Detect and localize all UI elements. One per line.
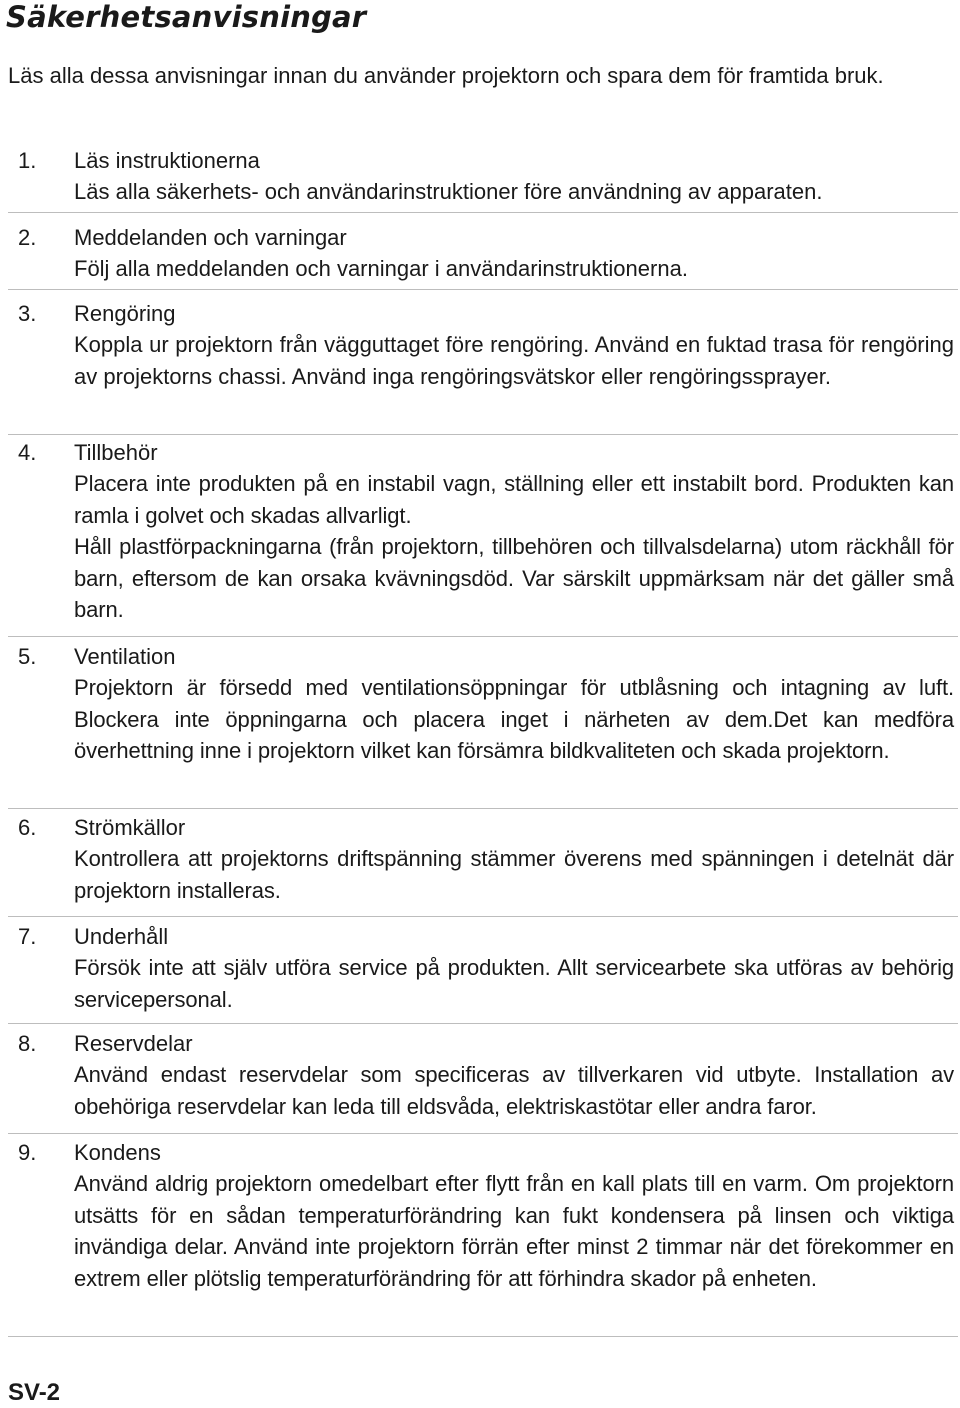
instruction-item-7 [8, 921, 954, 1015]
item-text: Projektorn är försedd med ventilationsöppningar för utblåsning och intagning av luft. Blockera inte öppningarna och placera inget i närheten av dem.Det kan medföra överhettning inne i projektorn vilket kan försämra bildkvaliteten och skada projektorn. [74, 675, 954, 763]
divider [8, 1133, 958, 1134]
item-heading: Strömkällor [74, 815, 186, 840]
item-text: Försök inte att själv utföra service på produkten. Allt servicearbete ska utföras av behörig servicepersonal. [74, 955, 954, 1012]
divider [8, 1023, 958, 1024]
item-text: Koppla ur projektorn från vägguttaget före rengöring. Använd en fuktad trasa för rengöring av projektorns chassi. Använd inga rengöringsvätskor eller rengöringssprayer. [74, 332, 954, 389]
item-number: 9. [18, 1140, 37, 1165]
item-text: Kontrollera att projektorns driftspänning stämmer överens med spänningen i detelnät där projektorn installeras. [74, 846, 954, 903]
item-number: 7. [18, 924, 37, 949]
instruction-item-1 [8, 145, 954, 208]
item-heading: Tillbehör [74, 440, 158, 465]
item-number: 1. [18, 148, 37, 173]
page-title: Säkerhetsanvisningar [6, 0, 367, 34]
divider [8, 212, 958, 213]
item-heading: Meddelanden och varningar [74, 225, 347, 250]
divider [8, 636, 958, 637]
item-heading: Reservdelar [74, 1031, 193, 1056]
item-text: Läs alla säkerhets- och användarinstruktioner före användning av apparaten. [74, 179, 823, 204]
instruction-item-6 [8, 812, 954, 906]
item-heading: Rengöring [74, 301, 176, 326]
item-number: 5. [18, 644, 37, 669]
divider [8, 1336, 958, 1337]
item-heading: Ventilation [74, 644, 176, 669]
item-number: 2. [18, 225, 37, 250]
instruction-item-5 [8, 641, 954, 767]
item-number: 4. [18, 440, 37, 465]
page-number: SV-2 [8, 1379, 61, 1406]
instruction-item-2 [8, 222, 954, 285]
item-number: 8. [18, 1031, 37, 1056]
item-text: Håll plastförpackningarna (från projektorn, tillbehören och tillvalsdelarna) utom räckhåll för barn, eftersom de kan orsaka kvävningsdöd. Var särskilt uppmärksam när det gäller små barn. [74, 534, 954, 622]
instruction-item-3 [8, 298, 954, 392]
item-heading: Läs instruktionerna [74, 148, 260, 173]
instruction-item-9 [8, 1137, 954, 1294]
item-text: Följ alla meddelanden och varningar i användarinstruktionerna. [74, 256, 688, 281]
intro-paragraph: Läs alla dessa anvisningar innan du använder projektorn och spara dem för framtida bruk. [8, 63, 884, 88]
divider [8, 808, 958, 809]
instruction-item-4 [8, 437, 954, 626]
divider [8, 434, 958, 435]
item-number: 6. [18, 815, 37, 840]
divider [8, 916, 958, 917]
item-text: Använd aldrig projektorn omedelbart efter flytt från en kall plats till en varm. Om projektorn utsätts för en sådan temperaturförändring kan fukt kondensera på linsen och viktiga invändiga delar. Använd inte projektorn förrän efter minst 2 timmar när det förekommer en extrem eller plötslig temperaturförändring för att förhindra skador på enheten. [74, 1171, 954, 1291]
item-text: Placera inte produkten på en instabil vagn, ställning eller ett instabilt bord. Produkten kan ramla i golvet och skadas allvarligt. [74, 471, 954, 528]
item-heading: Underhåll [74, 924, 169, 949]
item-heading: Kondens [74, 1140, 161, 1165]
item-number: 3. [18, 301, 37, 326]
item-text: Använd endast reservdelar som specificeras av tillverkaren vid utbyte. Installation av obehöriga reservdelar kan leda till eldsvåda, elektriskastötar eller andra faror. [74, 1062, 954, 1119]
divider [8, 289, 958, 290]
instruction-item-8 [8, 1028, 954, 1122]
